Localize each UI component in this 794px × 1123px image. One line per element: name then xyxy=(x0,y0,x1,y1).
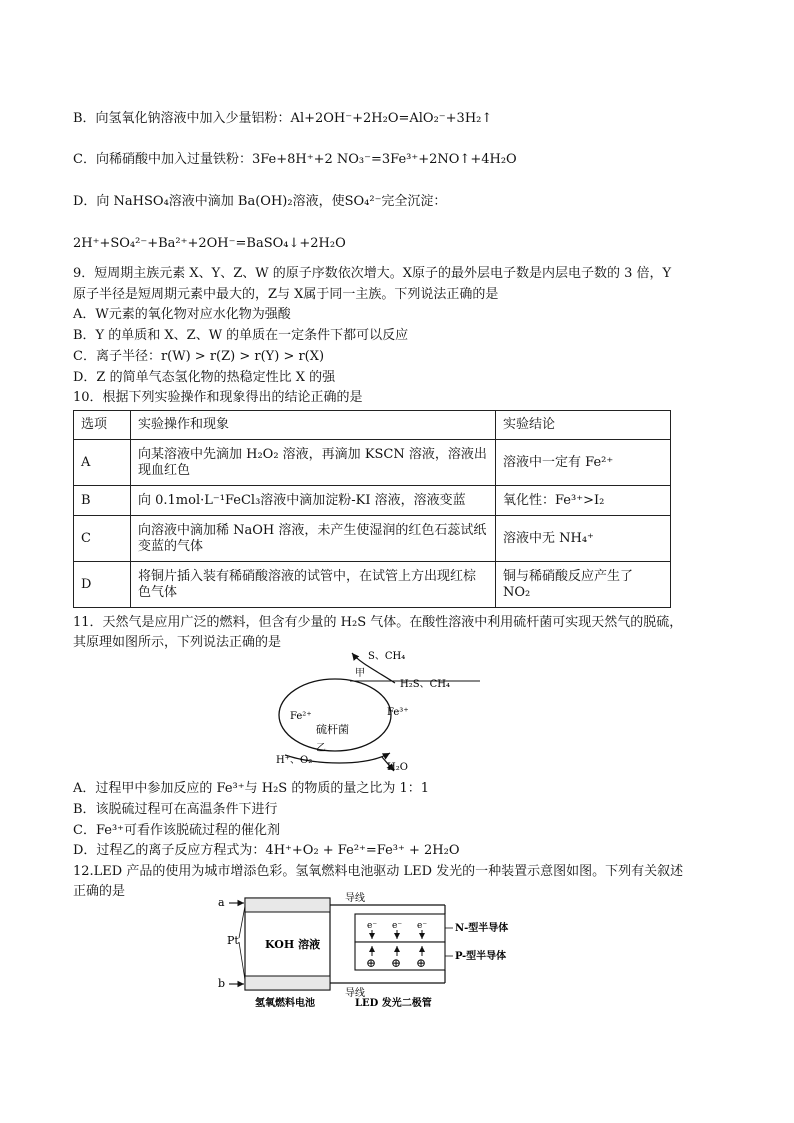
cell-top-electrode xyxy=(245,898,330,912)
row-operation: 向 0.1mol·L⁻¹FeCl₃溶液中滴加淀粉-KI 溶液，溶液变蓝 xyxy=(131,486,496,516)
label-p-type: P-型半导体 xyxy=(455,951,507,962)
label-led: LED 发光二极管 xyxy=(355,998,432,1008)
led-fuel-cell-diagram xyxy=(215,890,515,1008)
table-row xyxy=(74,562,671,608)
q12-stem-line1: 12.LED 产品的使用为城市增添色彩。氢氧燃料电池驱动 LED 发光的一种装置示意图如图。下列有关叙述 xyxy=(73,864,684,879)
label-n-type: N-型半导体 xyxy=(455,923,509,934)
q9-option-b: B．Y 的单质和 X、Z、W 的单质在一定条件下都可以反应 xyxy=(73,328,409,343)
row-conclusion: 铜与稀硝酸反应产生了 NO₂ xyxy=(496,562,671,608)
q9-option-d: D．Z 的简单气态氢化物的热稳定性比 X 的强 xyxy=(73,370,336,385)
q9-option-c: C．离子半径：r(W) > r(Z) > r(Y) > r(X) xyxy=(73,349,325,364)
label-wire-top: 导线 xyxy=(345,893,365,904)
label-pt: Pt xyxy=(227,934,239,947)
q9-stem-line2: 原子半径是短周期元素中最大的，Z与 X属于同一主族。下列说法正确的是 xyxy=(73,287,499,302)
row-operation: 向溶液中滴加稀 NaOH 溶液，未产生使湿润的红色石蕊试纸变蓝的气体 xyxy=(131,516,496,562)
header-conclusion: 实验结论 xyxy=(496,411,671,440)
header-operation: 实验操作和现象 xyxy=(131,411,496,440)
row-conclusion: 氧化性：Fe³⁺>I₂ xyxy=(496,486,671,516)
table-row xyxy=(74,516,671,562)
header-option: 选项 xyxy=(74,411,131,440)
q8-option-d-equation: 2H⁺+SO₄²⁻+Ba²⁺+2OH⁻=BaSO₄↓+2H₂O xyxy=(73,236,346,251)
q10-stem: 10．根据下列实验操作和现象得出的结论正确的是 xyxy=(73,390,363,405)
row-conclusion: 溶液中一定有 Fe²⁺ xyxy=(496,440,671,486)
q12-stem-line2: 正确的是 xyxy=(73,884,126,899)
q10-table xyxy=(73,410,671,608)
svg-text:⊕: ⊕ xyxy=(416,956,427,970)
q11-option-b: B．该脱硫过程可在高温条件下进行 xyxy=(73,802,278,817)
label-h2s-ch4: H₂S、CH₄ xyxy=(400,679,450,690)
row-operation: 将铜片插入装有稀硝酸溶液的试管中，在试管上方出现红棕色气体 xyxy=(131,562,496,608)
row-option: C xyxy=(74,516,131,562)
label-koh: KOH 溶液 xyxy=(265,938,321,951)
table-header-row xyxy=(74,411,671,440)
label-h2o: H₂O xyxy=(387,762,408,773)
label-jia: 甲 xyxy=(355,668,365,679)
table-row xyxy=(74,486,671,516)
q9-option-a: A．W元素的氧化物对应水化物为强酸 xyxy=(73,307,291,322)
svg-text:⊕: ⊕ xyxy=(366,956,377,970)
svg-text:e⁻: e⁻ xyxy=(417,921,428,931)
row-option: D xyxy=(74,562,131,608)
row-operation: 向某溶液中先滴加 H₂O₂ 溶液，再滴加 KSCN 溶液，溶液出现血红色 xyxy=(131,440,496,486)
row-option: B xyxy=(74,486,131,516)
q9-stem-line1: 9．短周期主族元素 X、Y、Z、W 的原子序数依次增大。X原子的最外层电子数是内层电子数的 3 倍，Y xyxy=(73,266,672,281)
svg-text:⊕: ⊕ xyxy=(391,956,402,970)
cell-bottom-electrode xyxy=(245,976,330,990)
label-bacteria: 硫杆菌 xyxy=(316,723,349,736)
label-yi: 乙 xyxy=(316,743,326,754)
q11-stem-line2: 其原理如图所示，下列说法正确的是 xyxy=(73,635,282,650)
q11-option-d: D．过程乙的离子反应方程式为：4H⁺+O₂ + Fe²⁺=Fe³⁺ + 2H₂O xyxy=(73,843,460,858)
label-fe3: Fe³⁺ xyxy=(387,707,409,718)
q11-option-c: C．Fe³⁺可看作该脱硫过程的催化剂 xyxy=(73,823,281,838)
svg-text:e⁻: e⁻ xyxy=(392,921,403,931)
q8-option-d: D．向 NaHSO₄溶液中滴加 Ba(OH)₂溶液，使SO₄²⁻完全沉淀： xyxy=(73,194,447,209)
row-conclusion: 溶液中无 NH₄⁺ xyxy=(496,516,671,562)
label-fe2: Fe²⁺ xyxy=(290,711,312,722)
svg-text:e⁻: e⁻ xyxy=(367,921,378,931)
q11-stem-line1: 11．天然气是应用广泛的燃料，但含有少量的 H₂S 气体。在酸性溶液中利用硫杆菌可实现天然气的脱硫， xyxy=(73,615,683,630)
table-row xyxy=(74,440,671,486)
label-wire-bottom: 导线 xyxy=(345,988,365,999)
label-h-o2: H⁺、O₂ xyxy=(276,755,313,766)
desulfurization-diagram xyxy=(270,645,500,773)
q11-option-a: A．过程甲中参加反应的 Fe³⁺与 H₂S 的物质的量之比为 1：1 xyxy=(73,781,429,796)
q8-option-c: C．向稀硝酸中加入过量铁粉：3Fe+8H⁺+2 NO₃⁻=3Fe³⁺+2NO↑+4H₂O xyxy=(73,152,517,167)
label-fuel-cell: 氢氧燃料电池 xyxy=(255,998,315,1008)
q8-option-b: B．向氢氧化钠溶液中加入少量铝粉：Al+2OH⁻+2H₂O=AlO₂⁻+3H₂↑ xyxy=(73,111,493,126)
label-s-ch4: S、CH₄ xyxy=(368,651,406,662)
label-b: b xyxy=(218,977,226,990)
row-option: A xyxy=(74,440,131,486)
label-a: a xyxy=(218,896,225,909)
